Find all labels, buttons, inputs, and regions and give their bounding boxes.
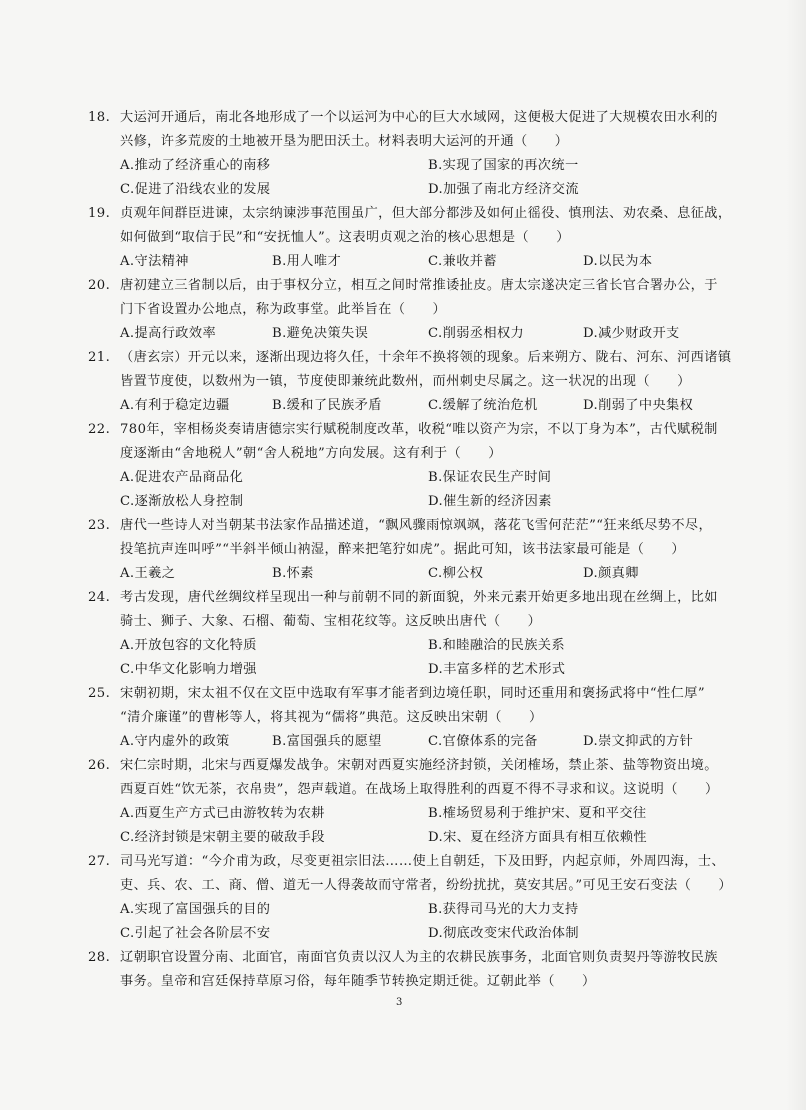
question-stem-line: 皆置节度使，以数州为一镇，节度使即兼统此数州，而州刺史尽属之。这一状况的出现（ ） <box>120 374 691 389</box>
question-stem-line: 辽朝职官设置分南、北面官，南面官负责以汉人为主的农耕民族事务，北面官则负责契丹等游牧民族 <box>120 950 718 965</box>
question-stem-line: 吏、兵、农、工、商、僧、道无一人得袭故而守常者，纷纷扰扰，莫安其居。”可见王安石变法（ ） <box>120 878 732 893</box>
option-a: A.开放包容的文化特质 <box>120 638 257 653</box>
question-stem-line: 投笔抗声连叫呼”“半斜半倾山衲湿，醉来把笔狞如虎”。据此可知，该书法家最可能是（ ） <box>120 542 685 557</box>
question-stem-line: 780年，宰相杨炎奏请唐德宗实行赋税制度改革，收税“唯以资产为宗，不以丁身为本”，古代赋税制 <box>120 422 718 437</box>
question-stem-line: 唐代一些诗人对当朝某书法家作品描述道，“飘风骤雨惊飒飒，落花飞雪何茫茫”“狂来纸尽势不尽， <box>120 518 713 533</box>
question-number: 22. <box>88 422 111 437</box>
question-stem-line: 宋仁宗时期，北宋与西夏爆发战争。宋朝对西夏实施经济封锁，关闭榷场，禁止茶、盐等物资出境。 <box>120 758 718 773</box>
option-a: A.西夏生产方式已由游牧转为农耕 <box>120 806 325 821</box>
option-d: D.减少财政开支 <box>583 326 680 341</box>
question-stem-line: 骑士、狮子、大象、石榴、葡萄、宝相花纹等。这反映出唐代（ ） <box>120 614 542 629</box>
question-stem-line: 考古发现，唐代丝绸纹样呈现出一种与前朝不同的新面貌，外来元素开始更多地出现在丝绸上，比如 <box>120 590 718 605</box>
question-number: 18. <box>88 110 111 125</box>
option-c: C.兼收并蓄 <box>428 254 497 269</box>
question-stem-line: 宋朝初期，宋太祖不仅在文臣中选取有军事才能者到边境任职，同时还重用和褒扬武将中“性仁厚” <box>120 686 705 701</box>
question-number: 20. <box>88 278 111 293</box>
page-number: 3 <box>396 997 403 1008</box>
option-a: A.守内虚外的政策 <box>120 734 230 749</box>
option-d: D.加强了南北方经济交流 <box>428 182 579 197</box>
question-stem-line: 门下省设置办公地点，称为政事堂。此举旨在（ ） <box>120 302 447 317</box>
option-c: C.中华文化影响力增强 <box>120 662 257 677</box>
question-number: 27. <box>88 854 111 869</box>
option-c: C.削弱丞相权力 <box>428 326 525 341</box>
question-stem-line: 兴修，许多荒废的土地被开垦为肥田沃土。材料表明大运河的开通（ ） <box>120 134 569 149</box>
option-d: D.崇文抑武的方针 <box>583 734 694 749</box>
option-a: A.王羲之 <box>120 566 176 581</box>
option-b: B.富国强兵的愿望 <box>272 734 382 749</box>
option-a: A.促进农产品商品化 <box>120 470 244 485</box>
option-a: A.推动了经济重心的南移 <box>120 158 271 173</box>
option-a: A.提高行政效率 <box>120 326 217 341</box>
question-stem-line: 度逐渐由“舍地税人”朝“舍人税地”方向发展。这有利于（ ） <box>120 446 502 461</box>
option-c: C.逐渐放松人身控制 <box>120 494 244 509</box>
question-number: 24. <box>88 590 111 605</box>
option-b: B.怀素 <box>272 566 314 581</box>
option-b: B.用人唯才 <box>272 254 342 269</box>
option-d: D.催生新的经济因素 <box>428 494 552 509</box>
question-stem-line: 贞观年间群臣进谏，太宗纳谏涉事范围虽广，但大部分都涉及如何止徭役、慎刑法、劝农桑、息征战， <box>120 206 732 221</box>
option-c: C.经济封锁是宋朝主要的破敌手段 <box>120 830 325 845</box>
question-stem-line: 西夏百姓“饮无茶，衣帛贵”，怨声载道。在战场上取得胜利的西夏不得不寻求和议。这说明（ ） <box>120 782 719 797</box>
option-d: D.宋、夏在经济方面具有相互依赖性 <box>428 830 647 845</box>
option-c: C.缓解了统治危机 <box>428 398 538 413</box>
question-stem-line: 事务。皇帝和宫廷保持草原习俗，每年随季节转换定期迁徙。辽朝此举（ ） <box>120 974 596 989</box>
question-number: 25. <box>88 686 111 701</box>
option-c: C.官僚体系的完备 <box>428 734 538 749</box>
option-d: D.丰富多样的艺术形式 <box>428 662 566 677</box>
question-number: 19. <box>88 206 111 221</box>
scan-edge-shadow <box>786 0 806 1110</box>
question-number: 23. <box>88 518 111 533</box>
option-a: A.有利于稳定边疆 <box>120 398 230 413</box>
option-b: B.避免决策失误 <box>272 326 369 341</box>
option-d: D.以民为本 <box>583 254 653 269</box>
question-stem-line: （唐玄宗）开元以来，逐渐出现边将久任，十余年不换将领的现象。后来朔方、陇右、河东、河西诸镇 <box>120 350 732 365</box>
question-stem-line: 如何做到“取信于民”和“安抚恤人”。这表明贞观之治的核心思想是（ ） <box>120 230 570 245</box>
question-stem-line: 大运河开通后，南北各地形成了一个以运河为中心的巨大水域网，这便极大促进了大规模农田水利的 <box>120 110 718 125</box>
option-d: D.削弱了中央集权 <box>583 398 694 413</box>
option-a: A.守法精神 <box>120 254 189 269</box>
question-stem-line: 司马光写道：“今介甫为政，尽变更祖宗旧法……使上自朝廷，下及田野，内起京师，外周四海，士、 <box>120 854 725 869</box>
question-number: 21. <box>88 350 111 365</box>
question-number: 28. <box>88 950 111 965</box>
option-b: B.缓和了民族矛盾 <box>272 398 382 413</box>
option-b: B.实现了国家的再次统一 <box>428 158 579 173</box>
option-c: C.引起了社会各阶层不安 <box>120 926 271 941</box>
option-c: C.柳公权 <box>428 566 484 581</box>
option-c: C.促进了沿线农业的发展 <box>120 182 271 197</box>
option-b: B.获得司马光的大力支持 <box>428 902 579 917</box>
option-b: B.保证农民生产时间 <box>428 470 552 485</box>
option-b: B.和睦融洽的民族关系 <box>428 638 565 653</box>
option-d: D.颜真卿 <box>583 566 639 581</box>
question-stem-line: 唐初建立三省制以后，由于事权分立，相互之间时常推诿扯皮。唐太宗遂决定三省长官合署办公，于 <box>120 278 718 293</box>
option-b: B.榷场贸易利于维护宋、夏和平交往 <box>428 806 647 821</box>
question-number: 26. <box>88 758 111 773</box>
question-stem-line: “清介廉谨”的曹彬等人，将其视为“儒将”典范。这反映出宋朝（ ） <box>120 710 543 725</box>
option-a: A.实现了富国强兵的目的 <box>120 902 271 917</box>
option-d: D.彻底改变宋代政治体制 <box>428 926 579 941</box>
